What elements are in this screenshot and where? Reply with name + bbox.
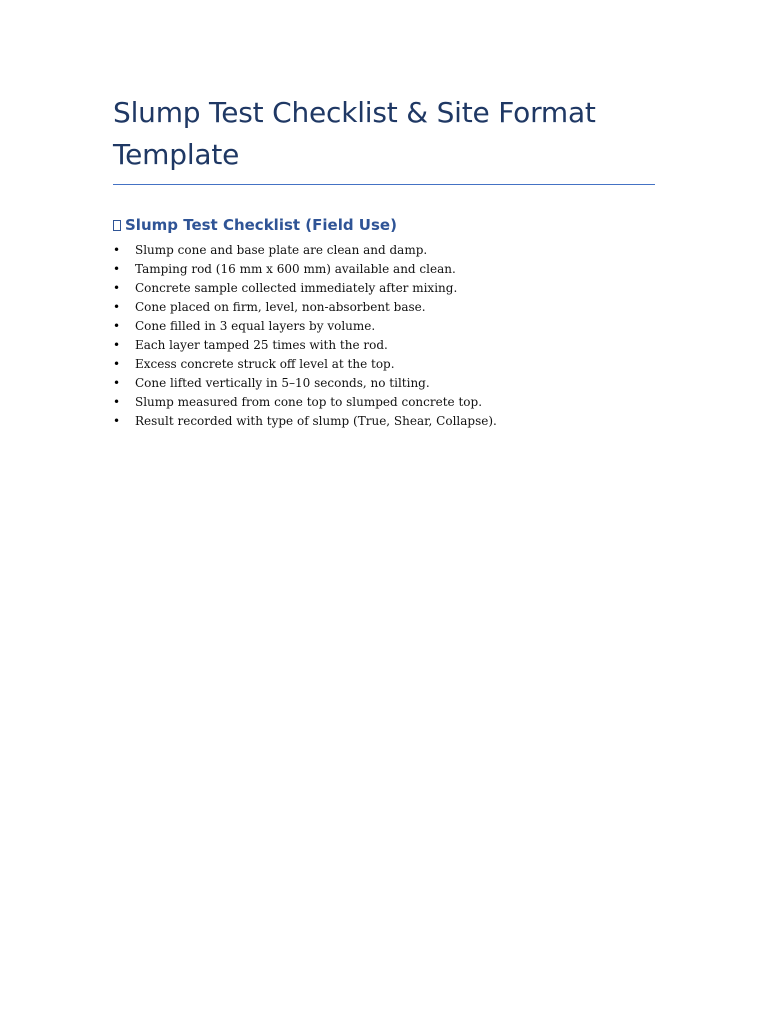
checklist-item	[113, 355, 655, 374]
checklist-item-text: Concrete sample collected immediately after mixing.	[135, 281, 458, 295]
checklist-item	[113, 374, 655, 393]
bullet-icon: •	[113, 262, 121, 276]
checklist-item	[113, 241, 655, 260]
checklist-item-text: Cone placed on firm, level, non-absorbent base.	[135, 300, 426, 314]
checklist-item	[113, 412, 655, 431]
checklist-item	[113, 336, 655, 355]
checklist-item	[113, 393, 655, 412]
checklist-item-text: Excess concrete struck off level at the top.	[135, 357, 395, 371]
checklist-item-text: Cone lifted vertically in 5–10 seconds, no tilting.	[135, 376, 430, 390]
document-title: Slump Test Checklist & Site Format Template	[113, 92, 655, 185]
bullet-icon: •	[113, 357, 121, 371]
checklist-item	[113, 260, 655, 279]
checklist-item-text: Each layer tamped 25 times with the rod.	[135, 338, 388, 352]
bullet-icon: •	[113, 376, 121, 390]
checklist-item-text: Cone filled in 3 equal layers by volume.	[135, 319, 376, 333]
bullet-icon: •	[113, 395, 121, 409]
section-heading-text: Slump Test Checklist (Field Use)	[125, 216, 397, 234]
checklist-item	[113, 279, 655, 298]
checklist-item-text: Result recorded with type of slump (True, Shear, Collapse).	[135, 414, 497, 428]
checklist	[113, 241, 655, 431]
checklist-item	[113, 298, 655, 317]
bullet-icon: •	[113, 300, 121, 314]
bullet-icon: •	[113, 243, 121, 257]
checklist-item-text: Tamping rod (16 mm x 600 mm) available and clean.	[135, 262, 456, 276]
bullet-icon: •	[113, 319, 121, 333]
checklist-item-text: Slump measured from cone top to slumped concrete top.	[135, 395, 483, 409]
section-heading	[113, 215, 655, 235]
bullet-icon: •	[113, 338, 121, 352]
checklist-item-text: Slump cone and base plate are clean and damp.	[135, 243, 428, 257]
checkbox-icon	[113, 220, 121, 231]
checklist-item	[113, 317, 655, 336]
bullet-icon: •	[113, 414, 121, 428]
document-page	[113, 92, 655, 431]
bullet-icon: •	[113, 281, 121, 295]
